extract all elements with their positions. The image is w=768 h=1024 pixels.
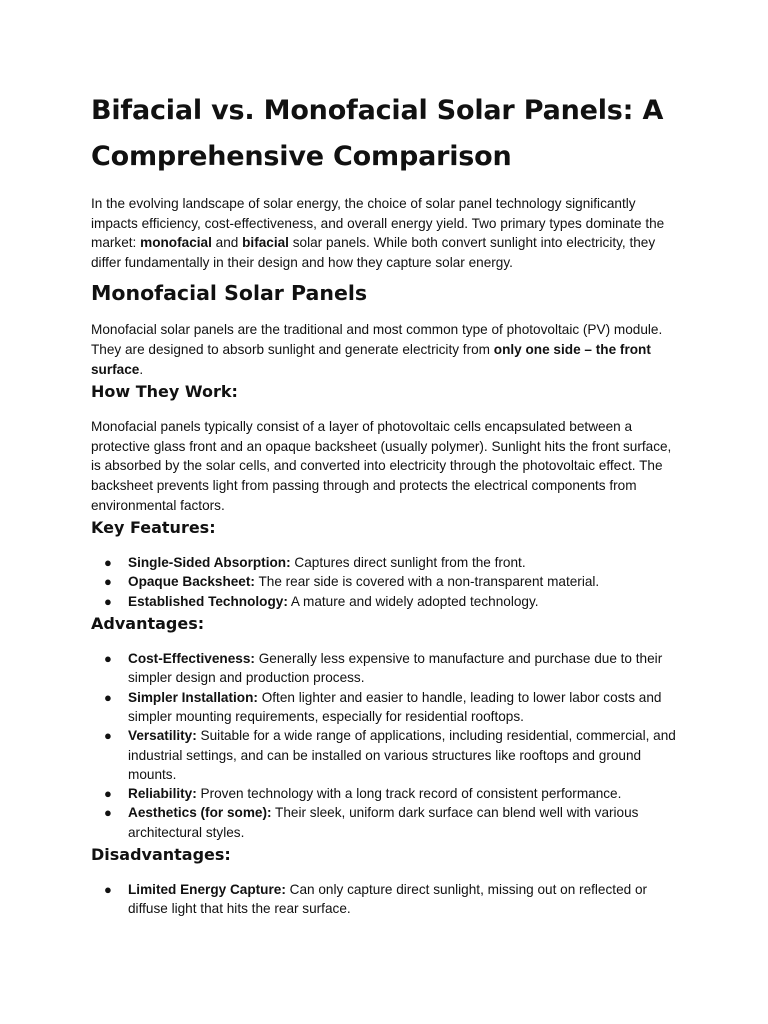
- monofacial-description: [91, 320, 683, 379]
- page-title: Bifacial vs. Monofacial Solar Panels: A Comprehensive Comparison: [91, 95, 664, 172]
- bullet-icon: ●: [104, 555, 112, 571]
- item-label: Aesthetics (for some):: [128, 805, 272, 821]
- item-label: Simpler Installation:: [128, 689, 258, 705]
- item-text: Proven technology with a long track record of consistent performance.: [196, 786, 622, 802]
- list-item: [91, 880, 683, 919]
- item-text: Can only capture direct sunlight, missing out on reflected or diffuse light that hits the rear surface.: [128, 881, 648, 917]
- how-they-work-heading: How They Work:: [91, 382, 238, 402]
- item-text: A mature and widely adopted technology.: [287, 593, 539, 609]
- advantages-heading: Advantages:: [91, 614, 205, 634]
- bullet-icon: ●: [104, 593, 112, 609]
- list-item: [91, 688, 683, 727]
- item-label: Cost-Effectiveness:: [128, 651, 255, 667]
- intro-bold-monofacial: monofacial: [140, 235, 212, 251]
- bullet-icon: ●: [104, 574, 112, 590]
- list-item: [91, 803, 683, 842]
- bullet-icon: ●: [104, 805, 112, 821]
- item-label: Established Technology:: [128, 593, 288, 609]
- intro-paragraph: [91, 194, 683, 272]
- bullet-icon: ●: [104, 651, 112, 667]
- how-they-work-paragraph: Monofacial panels typically consist of a layer of photovoltaic cells encapsulated between a protective glass front and an opaque backsheet (usually polymer). Sunlight hits the front surface, is absorbed by the solar cells, and converted into electricity through the photovoltaic effect. The backsheet prevents light from passing through and protects the electrical components from environmental factors.: [91, 419, 672, 513]
- bullet-icon: ●: [104, 689, 112, 705]
- bullet-icon: ●: [104, 881, 112, 897]
- intro-text-1: In the evolving landscape of solar energy, the choice of solar panel technology significantly impacts efficiency, cost-effectiveness, and overall energy yield. Two primary types dominate the market:: [91, 196, 665, 251]
- item-text: Often lighter and easier to handle, leading to lower labor costs and simpler mounting requirements, especially for residential rooftops.: [128, 689, 662, 724]
- disadvantages-heading: Disadvantages:: [91, 844, 231, 864]
- key-features-heading: Key Features:: [91, 518, 216, 538]
- list-item: [91, 592, 683, 611]
- list-item: [91, 649, 683, 688]
- bullet-icon: ●: [104, 786, 112, 802]
- item-text: The rear side is covered with a non-transparent material.: [254, 574, 600, 590]
- item-label: Opaque Backsheet:: [128, 574, 255, 590]
- intro-text-2: and: [211, 235, 243, 251]
- key-features-list: [91, 553, 683, 611]
- item-label: Limited Energy Capture:: [128, 881, 286, 897]
- document-page: [91, 88, 683, 920]
- disadvantages-list: [91, 880, 683, 919]
- item-text: Generally less expensive to manufacture and purchase due to their simpler design and production process.: [128, 651, 663, 686]
- item-text: Suitable for a wide range of applications, including residential, commercial, and industrial settings, and can be installed on various structures like rooftops and ground mounts.: [128, 728, 676, 782]
- list-item: [91, 784, 683, 803]
- bullet-icon: ●: [104, 728, 112, 744]
- monofacial-description-end: .: [139, 361, 144, 377]
- intro-text-3: solar panels. While both convert sunlight into electricity, they differ fundamentally in their design and how they capture solar energy.: [91, 235, 656, 270]
- item-label: Single-Sided Absorption:: [128, 555, 291, 571]
- item-text: Their sleek, uniform dark surface can blend well with various architectural styles.: [128, 805, 639, 840]
- monofacial-description-bold: only one side – the front surface: [91, 341, 651, 377]
- list-item: [91, 726, 683, 784]
- item-label: Reliability:: [128, 786, 197, 802]
- item-text: Captures direct sunlight from the front.: [290, 555, 526, 571]
- list-item: [91, 572, 683, 591]
- item-label: Versatility:: [128, 728, 197, 744]
- intro-bold-bifacial: bifacial: [242, 235, 289, 251]
- advantages-list: [91, 649, 683, 842]
- monofacial-description-text: Monofacial solar panels are the traditional and most common type of photovoltaic (PV) module. They are designed to absorb sunlight and generate electricity from: [91, 322, 663, 357]
- section-heading-monofacial: Monofacial Solar Panels: [91, 281, 368, 306]
- list-item: [91, 553, 683, 572]
